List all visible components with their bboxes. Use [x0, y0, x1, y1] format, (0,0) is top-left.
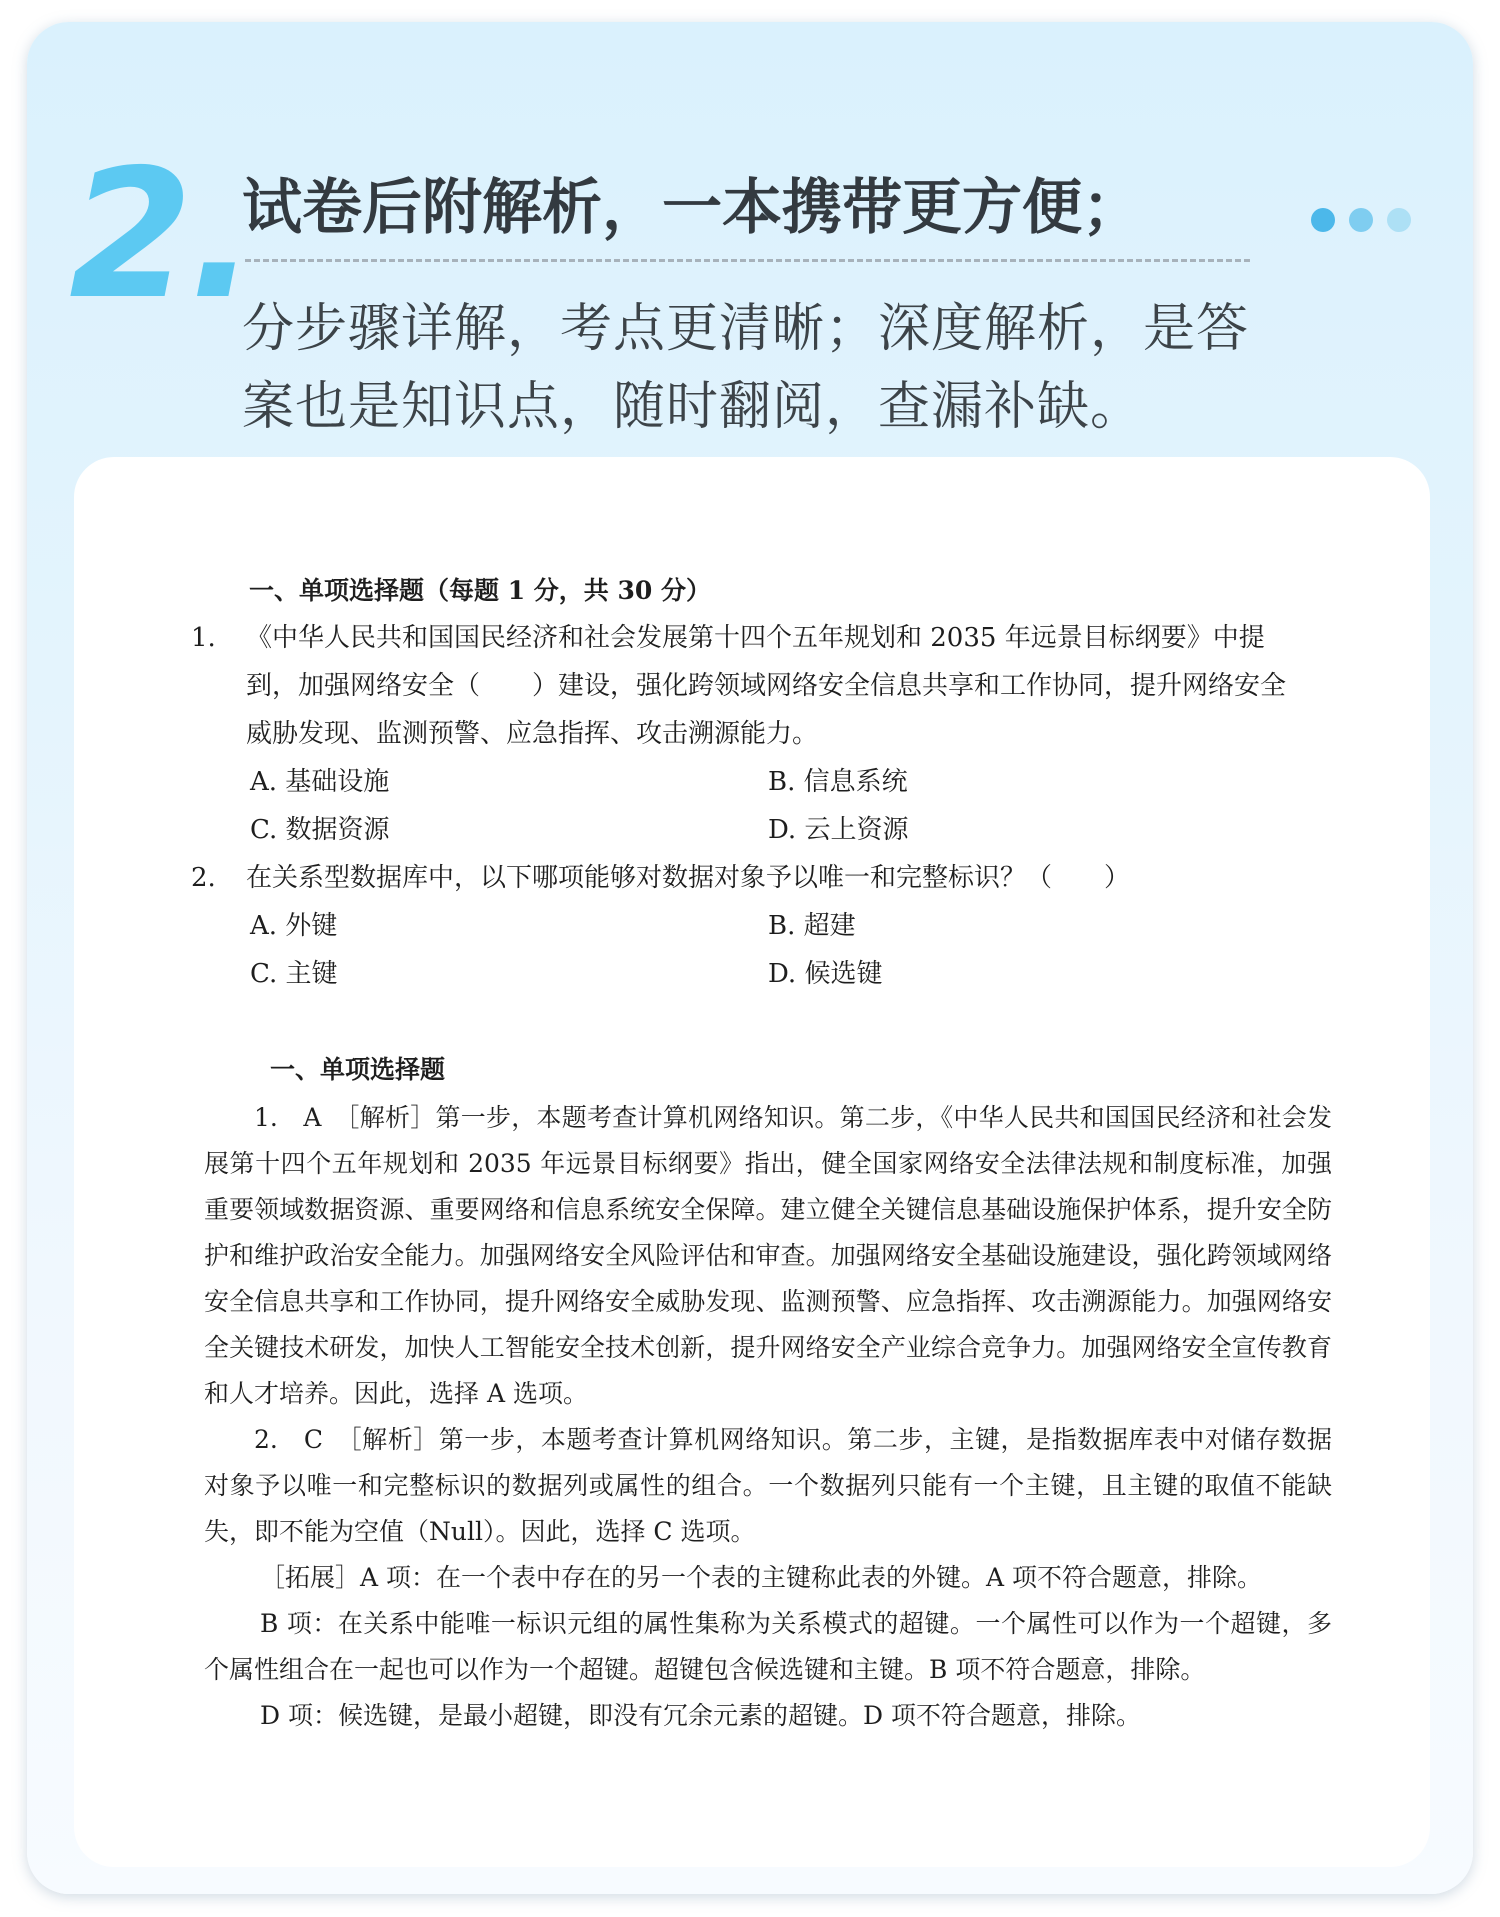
question-text: 《中华人民共和国国民经济和社会发展第十四个五年规划和 2035 年远景目标纲要》中提: [246, 623, 1265, 653]
analysis-body: [204, 1095, 1332, 1739]
dot-icon: [1311, 208, 1335, 232]
option-b: B. 超建: [768, 911, 856, 941]
dot-icon: [1387, 208, 1411, 232]
analysis-section-title: 一、单项选择题: [270, 1055, 446, 1084]
analysis-answer-2: 2. C ［解析］第一步，本题考查计算机网络知识。第二步，主键，是指数据库表中对储存数据对象予以唯一和完整标识的数据列或属性的组合。一个数据列只能有一个主键，且主键的取值不能缺失，即不能为空值（Null）。因此，选择 C 选项。: [204, 1425, 1332, 1546]
decorative-dots: [1311, 208, 1441, 232]
dot-icon: [1349, 208, 1373, 232]
extension-option-d: D 项：候选键，是最小超键，即没有冗余元素的超键。D 项不符合题意，排除。: [260, 1701, 1141, 1730]
option-a: A. 外键: [250, 911, 338, 941]
question-number: 1.: [191, 623, 216, 653]
option-c: C. 主键: [250, 959, 338, 989]
analysis-answer-1: 1. A ［解析］第一步，本题考查计算机网络知识。第二步，《中华人民共和国国民经济和社会发展第十四个五年规划和 2035 年远景目标纲要》指出，健全国家网络安全法律法规和制度标准，加强重要领域数据资源、重要网络和信息系统安全保障。建立健全关键信息基础设施保护体系，提升安全防护和维护政治安全能力。加强网络安全风险评估和审查。加强网络安全基础设施建设，强化跨领域网络安全信息共享和工作协同，提升网络安全威胁发现、监测预警、应急指挥、攻击溯源能力。加强网络安全关键技术研发，加快人工智能安全技术创新，提升网络安全产业综合竞争力。加强网络安全宣传教育和人才培养。因此，选择 A 选项。: [204, 1103, 1332, 1408]
question-number: 2.: [191, 863, 216, 893]
question-text: 威胁发现、监测预警、应急指挥、攻击溯源能力。: [246, 719, 819, 749]
question-text: 到，加强网络安全（ ）建设，强化跨领域网络安全信息共享和工作协同，提升网络安全: [246, 671, 1287, 701]
subtitle-line: 案也是知识点，随时翻阅，查漏补缺。: [242, 377, 1144, 437]
feature-subtitle: [242, 290, 1282, 446]
question-text: 在关系型数据库中，以下哪项能够对数据对象予以唯一和完整标识？（ ）: [246, 863, 1131, 893]
feature-number: 2.: [69, 131, 253, 338]
question-section-title: 一、单项选择题（每题 1 分，共 30 分）: [249, 576, 712, 605]
subtitle-line: 分步骤详解，考点更清晰；深度解析，是答: [242, 299, 1250, 359]
dashed-divider: [245, 259, 1250, 262]
option-d: D. 云上资源: [768, 815, 909, 845]
extension-option-a: ［拓展］A 项：在一个表中存在的另一个表的主键称此表的外键。A 项不符合题意，排除。: [260, 1563, 1263, 1592]
option-b: B. 信息系统: [768, 767, 908, 797]
promo-panel: [27, 22, 1473, 1894]
option-d: D. 候选键: [768, 959, 883, 989]
option-c: C. 数据资源: [250, 815, 390, 845]
feature-title: 试卷后附解析，一本携带更方便；: [242, 173, 1142, 243]
extension-option-b: B 项：在关系中能唯一标识元组的属性集称为关系模式的超键。一个属性可以作为一个超键，多个属性组合在一起也可以作为一个超键。超键包含候选键和主键。B 项不符合题意，排除。: [204, 1609, 1332, 1684]
option-a: A. 基础设施: [250, 767, 390, 797]
exam-page-card: [74, 457, 1430, 1867]
